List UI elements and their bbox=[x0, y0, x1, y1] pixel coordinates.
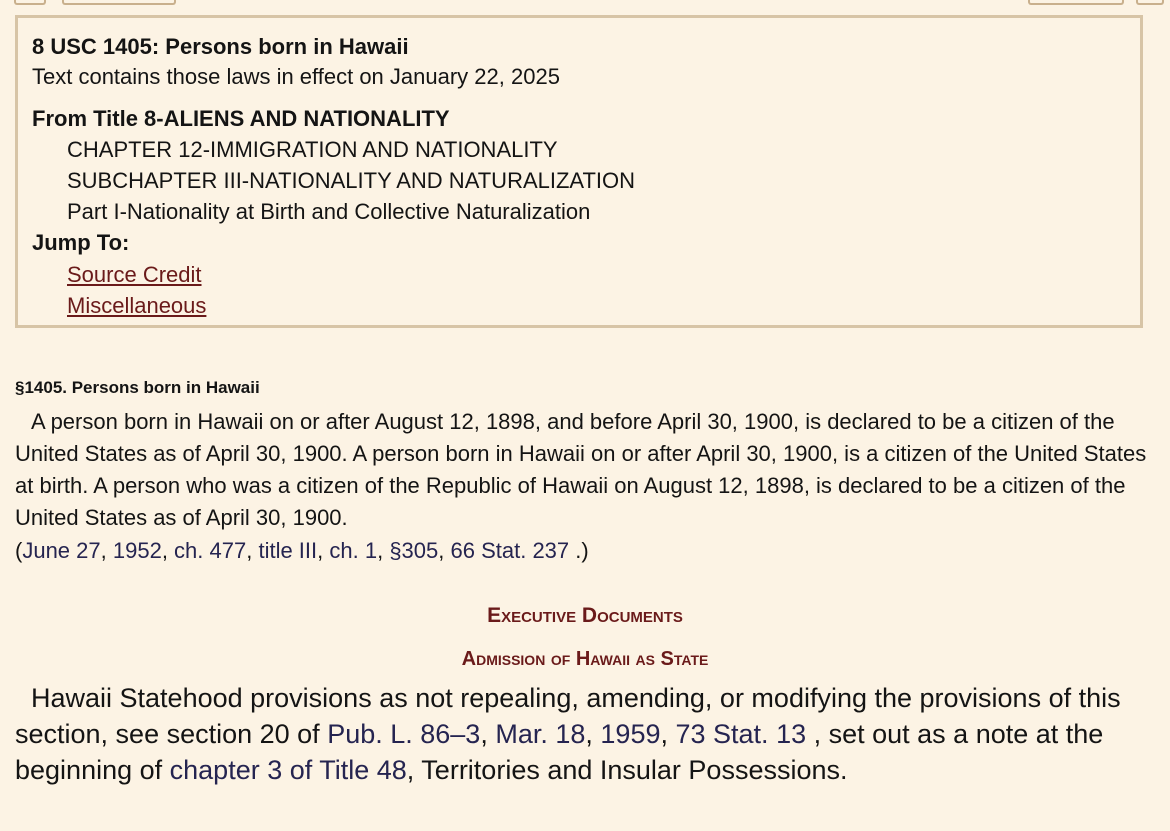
citation-title-link[interactable]: title III bbox=[258, 538, 318, 563]
statehood-note bbox=[15, 680, 1155, 788]
citation-sep: , bbox=[438, 538, 451, 563]
citation-stat-link[interactable]: 66 Stat. 237 bbox=[450, 538, 570, 563]
citation-chapter-link[interactable]: ch. 477 bbox=[174, 538, 247, 563]
source-credit-link[interactable]: Source Credit bbox=[67, 262, 202, 287]
citation-sep: , bbox=[246, 538, 259, 563]
citation-ch-link[interactable]: ch. 1 bbox=[329, 538, 378, 563]
subchapter-line: SUBCHAPTER III-NATIONALITY AND NATURALIZATION bbox=[67, 168, 636, 193]
note-text-2: , set out as a note at the beginning of bbox=[15, 719, 1104, 785]
citation-section-link[interactable]: §305 bbox=[389, 538, 439, 563]
citation-sep: , bbox=[100, 538, 113, 563]
part-line: Part I-Nationality at Birth and Collective Naturalization bbox=[67, 199, 591, 224]
nav-fragment-left-2[interactable] bbox=[62, 0, 176, 5]
stat-link[interactable]: 73 Stat. 13 bbox=[675, 719, 807, 749]
note-sep: , bbox=[585, 719, 601, 749]
year-link[interactable]: 1959 bbox=[600, 719, 661, 749]
nav-fragment-right[interactable] bbox=[1028, 0, 1124, 5]
note-sep: , bbox=[660, 719, 676, 749]
note-text-3: , Territories and Insular Possessions. bbox=[406, 755, 848, 785]
citation-sep: , bbox=[377, 538, 390, 563]
miscellaneous-link[interactable]: Miscellaneous bbox=[67, 293, 207, 318]
note-text-1: Hawaii Statehood provisions as not repealing, amending, or modifying the provisions of this section, see section 20 of bbox=[15, 683, 1121, 749]
executive-documents-heading: Executive Documents bbox=[487, 604, 683, 627]
pub-law-link[interactable]: Pub. L. 86–3 bbox=[327, 719, 481, 749]
section-heading: §1405. Persons born in Hawaii bbox=[15, 378, 260, 397]
citation-open: ( bbox=[15, 538, 23, 563]
citation-sep: , bbox=[317, 538, 330, 563]
effective-date-text: Text contains those laws in effect on January 22, 2025 bbox=[32, 64, 560, 89]
top-navigation-strip bbox=[0, 0, 1170, 5]
chapter-line: CHAPTER 12-IMMIGRATION AND NATIONALITY bbox=[67, 137, 558, 162]
citation-close: .) bbox=[569, 538, 589, 563]
admission-heading: Admission of Hawaii as State bbox=[461, 648, 709, 670]
source-citation bbox=[15, 538, 589, 564]
jump-to-label: Jump To: bbox=[32, 230, 130, 255]
title-line: From Title 8-ALIENS AND NATIONALITY bbox=[32, 106, 450, 131]
note-sep: , bbox=[480, 719, 496, 749]
document-info-box bbox=[15, 15, 1143, 328]
citation-year-link[interactable]: 1952 bbox=[112, 538, 162, 563]
title-48-link[interactable]: chapter 3 of Title 48 bbox=[169, 755, 407, 785]
nav-fragment-left[interactable] bbox=[14, 0, 46, 5]
citation-date-link[interactable]: June 27 bbox=[22, 538, 101, 563]
section-body-text: A person born in Hawaii on or after August 12, 1898, and before April 30, 1900, is declared to be a citizen of the United States as of April 30, 1900. A person born in Hawaii on or after April 30, 1900, is a citizen of the United States at birth. A person who was a citizen of the Republic of Hawaii on August 12, 1898, is declared to be a citizen of the United States as of April 30, 1900. bbox=[15, 409, 1147, 530]
page-title: 8 USC 1405: Persons born in Hawaii bbox=[32, 34, 409, 59]
date-link[interactable]: Mar. 18 bbox=[495, 719, 586, 749]
citation-sep: , bbox=[161, 538, 175, 563]
nav-fragment-right-2[interactable] bbox=[1136, 0, 1164, 5]
